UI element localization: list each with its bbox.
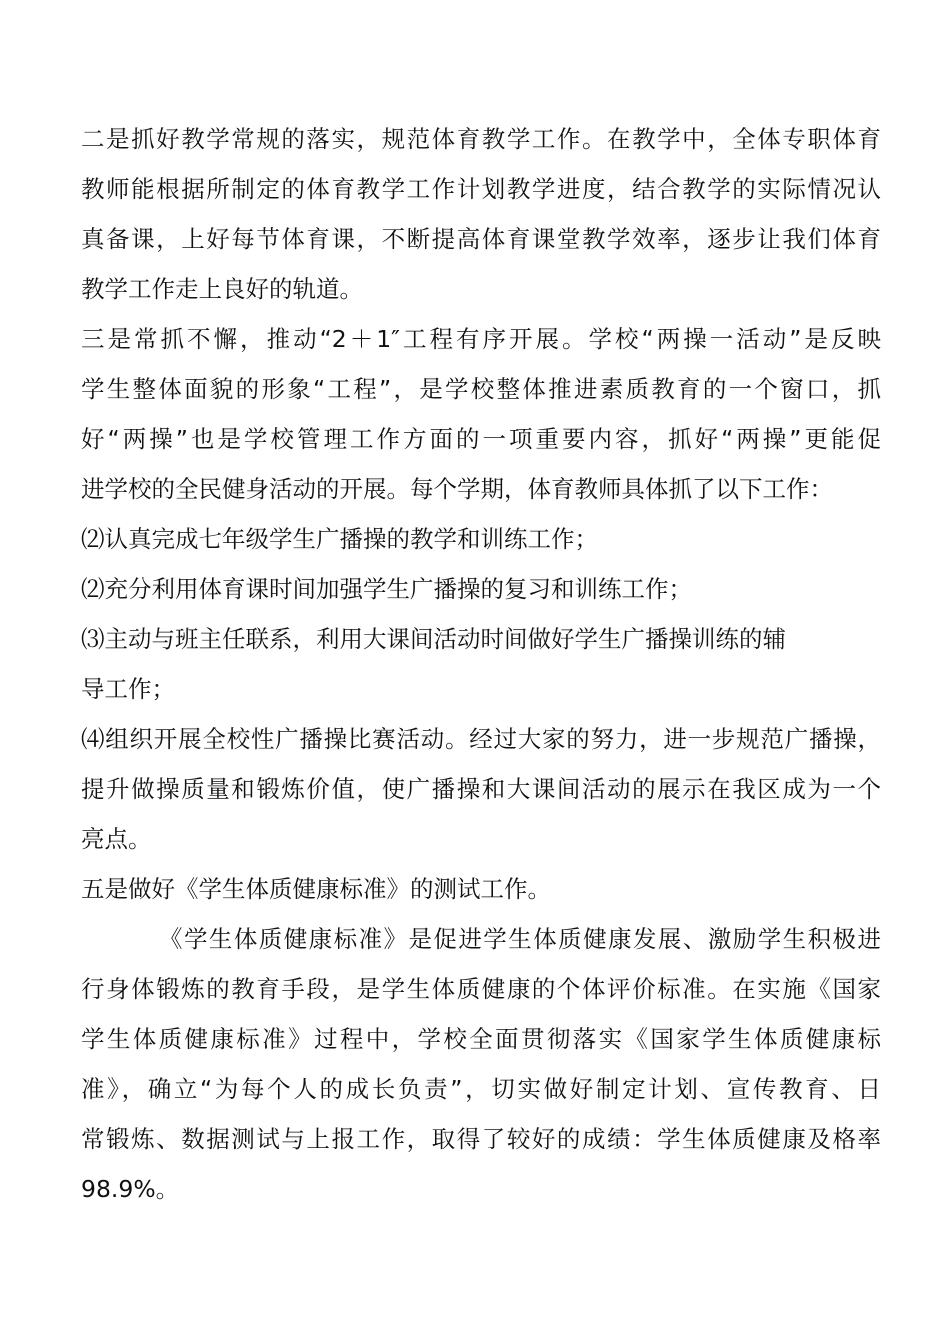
list-item-3 — [81, 614, 881, 714]
text-line: 常锻炼、数据测试与上报工作，取得了较好的成绩：学生体质健康及格率 — [81, 1125, 881, 1153]
text-line: 学生体质健康标准》过程中，学校全面贯彻落实《国家学生体质健康标 — [81, 1025, 881, 1053]
text-line: 二是抓好教学常规的落实，规范体育教学工作。在教学中，全体专职体育 — [81, 125, 881, 153]
text-line: 行身体锻炼的教育手段，是学生体质健康的个体评价标准。在实施《国家 — [81, 975, 881, 1003]
text-line: 教师能根据所制定的体育教学工作计划教学进度，结合教学的实际情况认 — [81, 175, 881, 203]
text-line: 好“两操”也是学校管理工作方面的一项重要内容，抓好“两操”更能促 — [81, 425, 881, 453]
text-line: 五是做好《学生体质健康标准》的测试工作。 — [81, 875, 551, 903]
paragraph-two-plus-one — [81, 314, 881, 514]
text-line: 教学工作走上良好的轨道。 — [81, 275, 363, 303]
text-line: 真备课，上好每节体育课，不断提高体育课堂教学效率，逐步让我们体育 — [81, 225, 881, 253]
text-line: 进学校的全民健身活动的开展。每个学期，体育教师具体抓了以下工作： — [81, 475, 833, 503]
text-line: 《学生体质健康标准》是促进学生体质健康发展、激励学生积极进 — [159, 925, 881, 953]
document-body — [81, 114, 881, 1214]
paragraph-fitness-test-heading — [81, 864, 881, 914]
text-line: ⑵认真完成七年级学生广播操的教学和训练工作； — [81, 525, 598, 553]
list-item-1 — [81, 514, 881, 564]
text-line: 学生整体面貌的形象“工程”，是学校整体推进素质教育的一个窗口，抓 — [81, 375, 881, 403]
text-line: 98.9%。 — [81, 1175, 180, 1203]
list-item-4 — [81, 714, 881, 864]
text-line: 三是常抓不懈，推动“2＋1″工程有序开展。学校“两操一活动”是反映 — [81, 325, 881, 353]
text-line: 提升做操质量和锻炼价值，使广播操和大课间活动的展示在我区成为一个 — [81, 775, 881, 803]
list-item-2 — [81, 564, 881, 614]
paragraph-teaching-routine — [81, 114, 881, 314]
text-line: 亮点。 — [81, 825, 152, 853]
text-line: ⑶主动与班主任联系，利用大课间活动时间做好学生广播操训练的辅 — [81, 625, 786, 653]
text-line: 导工作； — [81, 675, 175, 703]
text-line: 准》，确立“为每个人的成长负责”，切实做好制定计划、宣传教育、日 — [81, 1075, 881, 1103]
text-line: ⑵充分利用体育课时间加强学生广播操的复习和训练工作； — [81, 575, 692, 603]
paragraph-fitness-standard — [81, 914, 881, 1214]
text-line: ⑷组织开展全校性广播操比赛活动。经过大家的努力，进一步规范广播操， — [81, 725, 881, 753]
